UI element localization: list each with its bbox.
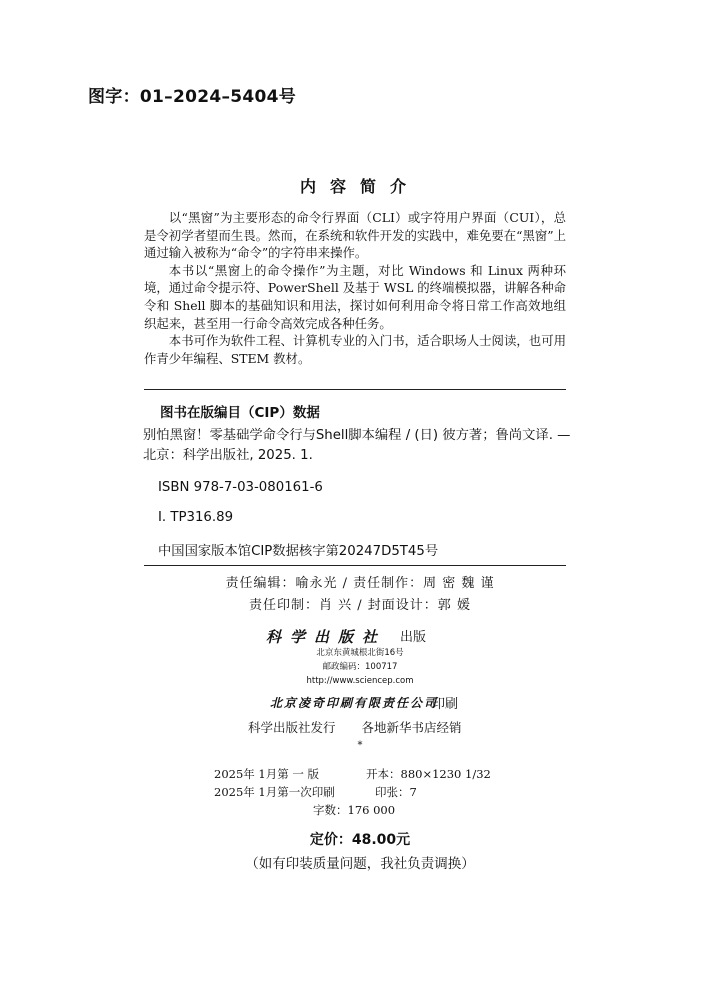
intro-paragraph-1: 以“黑窗”为主要形态的命令行界面（CLI）或字符用户界面（CUI），总是令初学者望而生畏。然而，在系统和软件开发的实践中，难免要在“黑窗”上通过输入被称为“命令”的字符串来操作。	[144, 210, 566, 261]
spec-edition: 2025年 1月第 一 版	[214, 767, 320, 781]
printer-suffix: 印刷	[432, 697, 459, 712]
divider-star: *	[357, 740, 363, 751]
quality-notice: （如有印装质量问题，我社负责调换）	[245, 856, 475, 872]
cip-heading: 图书在版编目（CIP）数据	[160, 405, 320, 421]
publisher-postcode: 邮政编码：100717	[322, 662, 398, 672]
cip-top-rule	[144, 389, 566, 390]
publisher-suffix: 出版	[400, 630, 427, 645]
spec-wordcount: 字数：176 000	[313, 803, 396, 817]
printer-name: 北京凌奇印刷有限责任公司	[270, 696, 439, 710]
cip-isbn: ISBN 978-7-03-080161-6	[158, 480, 323, 495]
publisher-url: http://www.sciencep.com	[306, 676, 414, 686]
spec-sheets: 印张：7	[375, 785, 417, 799]
intro-paragraph-3: 本书可作为软件工程、计算机专业的入门书，适合职场人士阅读，也可用作青少年编程、STEM 教材。	[144, 333, 566, 366]
spec-printing: 2025年 1月第一次印刷	[214, 785, 335, 799]
cip-classification: Ⅰ. TP316.89	[158, 510, 234, 525]
cip-entry: 别怕黑窗！零基础学命令行与Shell脚本编程 / (日) 彼方著；鲁尚文译. — 北京：科学出版社, 2025. 1.	[143, 428, 571, 463]
intro-text	[144, 209, 566, 367]
credits-line-2: 责任印制：肖 兴 / 封面设计：郭 媛	[249, 598, 471, 613]
intro-paragraph-2: 本书以“黑窗上的命令操作”为主题，对比 Windows 和 Linux 两种环境，通过命令提示符、PowerShell 及基于 WSL 的终端模拟器，讲解各种命令和 Shell 脚本的基础知识和用法，探讨如何利用命令将日常工作高效地组织起来，甚至用一行命令高效完成各种任务。	[144, 262, 566, 331]
price: 定价：48.00元	[309, 832, 411, 848]
publisher-address: 北京东黄城根北街16号	[316, 648, 404, 658]
permit-number: 图字：01–2024–5404号	[88, 87, 297, 107]
credits-line-1: 责任编辑：喻永光 / 责任制作：周 密 魏 谨	[225, 576, 495, 591]
distribution-seller: 各地新华书店经销	[361, 720, 462, 735]
distribution-line	[248, 718, 462, 736]
cip-bottom-rule	[144, 565, 566, 566]
distribution-issuer: 科学出版社发行	[248, 720, 336, 735]
spec-format: 开本：880×1230 1/32	[366, 767, 491, 781]
intro-title: 内容简介	[299, 177, 420, 196]
cip-verification: 中国国家版本馆CIP数据核字第20247D5T45号	[158, 544, 439, 559]
publisher-name: 科学出版社	[266, 628, 387, 646]
